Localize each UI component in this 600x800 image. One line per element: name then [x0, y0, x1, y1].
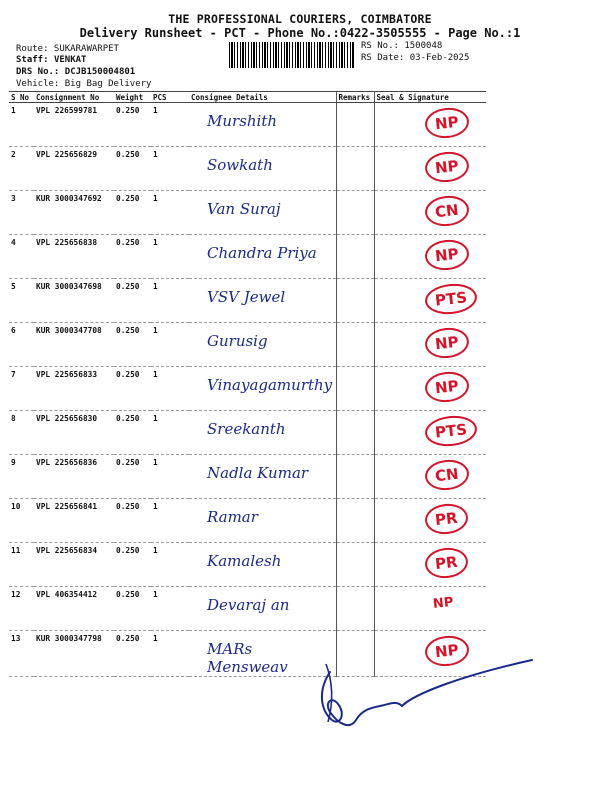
seal-mark: NP — [423, 238, 469, 272]
row-weight: 0.250 — [116, 326, 140, 335]
row-pcs: 1 — [153, 238, 158, 247]
row-consignment-no: VPL 225656836 — [36, 458, 98, 467]
row-consignee-cell — [189, 279, 336, 323]
row-pcs: 1 — [153, 414, 158, 423]
row-sno-cell — [9, 631, 34, 677]
row-consignment-no-cell — [34, 279, 114, 323]
handwritten-signature — [310, 650, 540, 740]
row-sno: 2 — [11, 150, 16, 159]
row-remarks-cell — [336, 499, 374, 543]
row-pcs-cell — [151, 147, 189, 191]
row-consignment-no-cell — [34, 147, 114, 191]
row-remarks-cell — [336, 411, 374, 455]
row-pcs: 1 — [153, 106, 158, 115]
row-consignment-no: VPL 225656834 — [36, 546, 98, 555]
row-remarks-cell — [336, 191, 374, 235]
row-weight-cell — [114, 103, 151, 147]
row-sno: 1 — [11, 106, 16, 115]
row-weight-cell — [114, 411, 151, 455]
seal-mark: CN — [423, 458, 469, 492]
row-pcs-cell — [151, 279, 189, 323]
row-pcs-cell — [151, 499, 189, 543]
consignee-handwriting: MARs Mensweav — [207, 640, 288, 676]
company-title: THE PROFESSIONAL COURIERS, COIMBATORE — [168, 12, 432, 26]
table-row — [9, 543, 486, 587]
header-seal: Seal & Signature — [374, 92, 486, 103]
drs-line — [16, 67, 135, 78]
row-remarks-cell — [336, 279, 374, 323]
seal-mark: NP — [423, 326, 469, 360]
row-consignment-no: VPL 225656830 — [36, 414, 98, 423]
row-consignee-cell — [189, 147, 336, 191]
staff-line — [16, 55, 86, 66]
row-seal-cell — [374, 411, 486, 455]
row-sno-cell — [9, 543, 34, 587]
row-weight: 0.250 — [116, 414, 140, 423]
row-remarks-cell — [336, 235, 374, 279]
row-consignment-no: VPL 406354412 — [36, 590, 98, 599]
row-weight: 0.250 — [116, 634, 140, 643]
table-row — [9, 455, 486, 499]
header-consignee: Consignee Details — [189, 92, 336, 103]
table-header-row — [9, 92, 486, 103]
row-sno-cell — [9, 279, 34, 323]
seal-mark: NP — [423, 634, 469, 668]
row-weight: 0.250 — [116, 194, 140, 203]
row-sno-cell — [9, 103, 34, 147]
row-weight-cell — [114, 367, 151, 411]
consignee-handwriting: Sreekanth — [207, 420, 286, 438]
row-consignment-no-cell — [34, 587, 114, 631]
row-sno-cell — [9, 499, 34, 543]
row-consignment-no: VPL 225656838 — [36, 238, 98, 247]
consignee-handwriting: Devaraj an — [207, 596, 290, 614]
row-sno: 13 — [11, 634, 21, 643]
drs-value: DCJB150004801 — [64, 67, 136, 77]
row-pcs: 1 — [153, 370, 158, 379]
row-sno: 8 — [11, 414, 16, 423]
table-row — [9, 191, 486, 235]
row-remarks-cell — [336, 367, 374, 411]
row-pcs-cell — [151, 323, 189, 367]
row-weight-cell — [114, 543, 151, 587]
consignee-handwriting: Sowkath — [207, 156, 273, 174]
table-row — [9, 235, 486, 279]
row-pcs-cell — [151, 367, 189, 411]
row-weight-cell — [114, 587, 151, 631]
row-consignee-cell — [189, 235, 336, 279]
row-pcs-cell — [151, 631, 189, 677]
row-weight: 0.250 — [116, 370, 140, 379]
row-weight: 0.250 — [116, 282, 140, 291]
seal-mark: NP — [423, 106, 469, 140]
row-pcs: 1 — [153, 150, 158, 159]
row-consignment-no-cell — [34, 631, 114, 677]
consignee-handwriting: Vinayagamurthy — [207, 376, 333, 394]
row-seal-cell — [374, 235, 486, 279]
row-weight: 0.250 — [116, 106, 140, 115]
row-sno-cell — [9, 323, 34, 367]
row-remarks-cell — [336, 103, 374, 147]
row-pcs: 1 — [153, 326, 158, 335]
row-consignment-no: VPL 225656833 — [36, 370, 98, 379]
row-pcs-cell — [151, 103, 189, 147]
row-remarks-cell — [336, 543, 374, 587]
seal-mark: PTS — [423, 281, 478, 316]
row-weight: 0.250 — [116, 150, 140, 159]
row-consignment-no: KUR 3000347708 — [36, 326, 102, 335]
row-weight: 0.250 — [116, 238, 140, 247]
row-seal-cell — [374, 587, 486, 631]
row-pcs: 1 — [153, 634, 158, 643]
row-sno: 4 — [11, 238, 16, 247]
row-seal-cell — [374, 147, 486, 191]
row-remarks-cell — [336, 455, 374, 499]
table-row — [9, 411, 486, 455]
row-pcs: 1 — [153, 458, 158, 467]
row-remarks-cell — [336, 147, 374, 191]
row-consignment-no: VPL 225656841 — [36, 502, 98, 511]
row-consignee-cell — [189, 323, 336, 367]
row-pcs: 1 — [153, 546, 158, 555]
row-sno-cell — [9, 411, 34, 455]
row-seal-cell — [374, 191, 486, 235]
header-sno: S No — [9, 92, 34, 103]
row-seal-cell — [374, 103, 486, 147]
consignee-handwriting: Murshith — [207, 112, 278, 130]
row-pcs-cell — [151, 455, 189, 499]
row-consignment-no-cell — [34, 191, 114, 235]
row-consignment-no: VPL 226599781 — [36, 106, 98, 115]
seal-mark: NP — [423, 150, 469, 184]
drs-label: DRS No.: — [16, 67, 60, 77]
row-sno: 3 — [11, 194, 16, 203]
consignee-handwriting: VSV Jewel — [207, 288, 286, 306]
row-consignment-no-cell — [34, 235, 114, 279]
row-consignment-no: KUR 3000347698 — [36, 282, 102, 291]
row-consignee-cell — [189, 411, 336, 455]
row-sno-cell — [9, 235, 34, 279]
seal-mark: NP — [431, 594, 454, 613]
row-weight-cell — [114, 323, 151, 367]
row-seal-cell — [374, 543, 486, 587]
consignee-handwriting: Kamalesh — [207, 552, 282, 570]
row-pcs: 1 — [153, 282, 158, 291]
row-consignee-cell — [189, 587, 336, 631]
row-pcs: 1 — [153, 194, 158, 203]
row-consignment-no-cell — [34, 455, 114, 499]
row-sno: 5 — [11, 282, 16, 291]
table-row — [9, 367, 486, 411]
row-sno-cell — [9, 587, 34, 631]
row-sno: 10 — [11, 502, 21, 511]
table-row — [9, 103, 486, 147]
row-weight-cell — [114, 631, 151, 677]
row-sno: 6 — [11, 326, 16, 335]
staff-label: Staff: — [16, 55, 49, 65]
row-consignee-cell — [189, 499, 336, 543]
row-pcs-cell — [151, 411, 189, 455]
table-body — [9, 103, 486, 677]
row-weight: 0.250 — [116, 502, 140, 511]
row-weight-cell — [114, 191, 151, 235]
vehicle-text: Vehicle: Big Bag Delivery — [16, 79, 152, 89]
row-weight: 0.250 — [116, 546, 140, 555]
row-seal-cell — [374, 367, 486, 411]
row-remarks-cell — [336, 323, 374, 367]
seal-mark: NP — [423, 370, 469, 404]
row-consignee-cell — [189, 103, 336, 147]
row-sno-cell — [9, 367, 34, 411]
runsheet-subtitle: Delivery Runsheet - PCT - Phone No.:0422-3505555 - Page No.:1 — [79, 26, 521, 40]
row-consignee-cell — [189, 543, 336, 587]
row-sno-cell — [9, 147, 34, 191]
row-pcs-cell — [151, 235, 189, 279]
row-pcs: 1 — [153, 590, 158, 599]
header-remarks: Remarks — [336, 92, 374, 103]
row-pcs-cell — [151, 191, 189, 235]
row-consignment-no-cell — [34, 499, 114, 543]
route-text: Route: SUKARAWARPET — [16, 44, 119, 54]
rs-date: RS Date: 03-Feb-2025 — [361, 53, 470, 63]
header-weight: Weight — [114, 92, 151, 103]
row-consignment-no-cell — [34, 411, 114, 455]
row-consignment-no: VPL 225656829 — [36, 150, 98, 159]
table-row — [9, 147, 486, 191]
row-seal-cell — [374, 499, 486, 543]
row-weight-cell — [114, 235, 151, 279]
rs-number: RS No.: 1500048 — [361, 41, 443, 51]
row-weight: 0.250 — [116, 458, 140, 467]
row-remarks-cell — [336, 587, 374, 631]
row-sno: 9 — [11, 458, 16, 467]
seal-mark: PR — [423, 502, 468, 536]
table-row — [9, 279, 486, 323]
row-sno: 11 — [11, 546, 21, 555]
seal-mark: CN — [423, 194, 469, 228]
barcode — [229, 42, 355, 68]
seal-mark: PR — [423, 546, 468, 580]
runsheet-table — [9, 91, 486, 677]
row-sno: 7 — [11, 370, 16, 379]
consignee-handwriting: Chandra Priya — [207, 244, 317, 262]
row-consignment-no: KUR 3000347692 — [36, 194, 102, 203]
row-consignee-cell — [189, 455, 336, 499]
row-seal-cell — [374, 455, 486, 499]
consignee-handwriting: Gurusig — [207, 332, 268, 350]
row-pcs: 1 — [153, 502, 158, 511]
row-weight-cell — [114, 499, 151, 543]
row-sno-cell — [9, 191, 34, 235]
row-consignment-no-cell — [34, 323, 114, 367]
header-pcs: PCS — [151, 92, 189, 103]
row-weight-cell — [114, 147, 151, 191]
row-pcs-cell — [151, 587, 189, 631]
row-seal-cell — [374, 323, 486, 367]
staff-value: VENKAT — [53, 55, 87, 65]
row-consignment-no-cell — [34, 367, 114, 411]
row-weight-cell — [114, 455, 151, 499]
table-row — [9, 323, 486, 367]
row-weight: 0.250 — [116, 590, 140, 599]
row-sno: 12 — [11, 590, 21, 599]
row-consignment-no: KUR 3000347798 — [36, 634, 102, 643]
row-weight-cell — [114, 279, 151, 323]
consignee-handwriting: Van Suraj — [207, 200, 281, 218]
seal-mark: PTS — [423, 413, 478, 448]
row-consignee-cell — [189, 367, 336, 411]
row-pcs-cell — [151, 543, 189, 587]
row-sno-cell — [9, 455, 34, 499]
consignee-handwriting: Ramar — [207, 508, 258, 526]
table-row — [9, 587, 486, 631]
row-seal-cell — [374, 279, 486, 323]
row-consignee-cell — [189, 191, 336, 235]
consignee-handwriting: Nadla Kumar — [207, 464, 309, 482]
header-consignment: Consignment No — [34, 92, 114, 103]
row-consignment-no-cell — [34, 543, 114, 587]
table-row — [9, 499, 486, 543]
row-consignment-no-cell — [34, 103, 114, 147]
